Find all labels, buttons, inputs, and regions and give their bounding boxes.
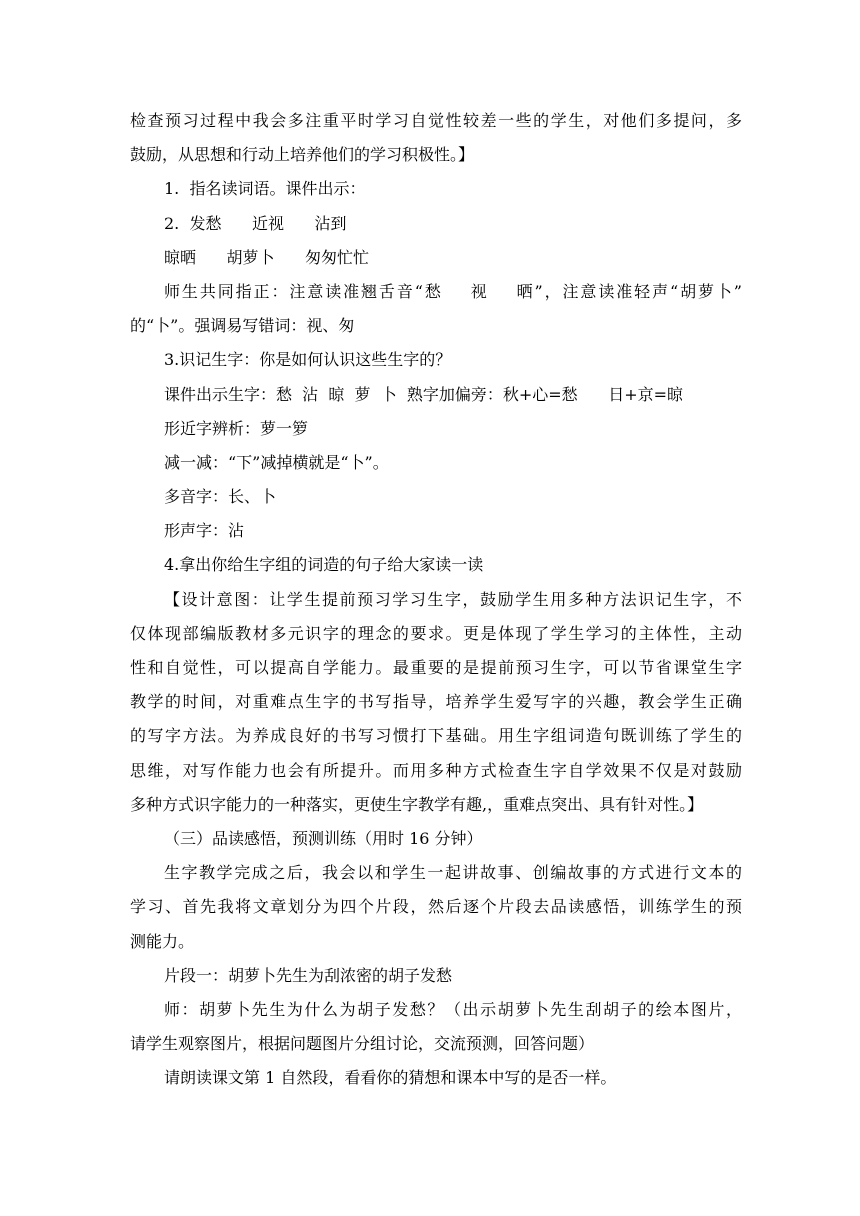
- paragraph-line: 请朗读课文第 1 自然段，看看你的猜想和课本中写的是否一样。: [164, 1068, 617, 1088]
- design-intent-line: 性和自觉性，可以提高自学能力。最重要的是提前预习生字，可以节省课堂生字: [130, 658, 742, 677]
- paragraph-line: 师：胡萝卜先生为什么为胡子发愁？（出示胡萝卜先生刮胡子的绘本图片，: [164, 999, 742, 1019]
- design-intent-line: 仅体现部编版教材多元识字的理念的要求。更是体现了学生学习的主体性，主动: [130, 623, 742, 643]
- paragraph-line: 学习、首先我将文章划分为四个片段，然后逐个片段去品读感悟，训练学生的预: [130, 897, 742, 917]
- design-intent-line: 多种方式识字能力的一种落实，更使生字教学有趣,，重难点突出、具有针对性。】: [130, 794, 704, 814]
- word-list: 晾晒 胡萝卜 匆匆忙忙: [164, 247, 370, 267]
- design-intent-line: 思维，对写作能力也会有所提升。而用多种方式检查生字自学效果不仅是对鼓励: [130, 760, 742, 780]
- paragraph-line: 鼓励，从思想和行动上培养他们的学习积极性。】: [130, 145, 475, 165]
- section-heading: （三）品读感悟，预测训练（用时 16 分钟）: [164, 828, 483, 848]
- paragraph-line: 生字教学完成之后，我会以和学生一起讲故事、创编故事的方式进行文本的: [164, 863, 742, 883]
- paragraph-line: 形近字辨析：萝一箩: [164, 418, 309, 438]
- design-intent-line: 教学的时间，对重难点生字的书写指导，培养学生爱写字的兴趣，教会学生正确: [130, 692, 742, 712]
- list-item: 3.识记生字：你是如何认识这些生字的？: [164, 350, 452, 370]
- paragraph-line: 测能力。: [130, 931, 195, 951]
- list-item: 1. 指名读词语。课件出示：: [164, 179, 366, 199]
- paragraph-line: 师生共同指正：注意读准翘舌音“愁 视 晒”，注意读准轻声“胡萝卜”: [164, 281, 742, 301]
- design-intent-line: 【设计意图：让学生提前预习学习生字，鼓励学生用多种方法识记生字，不: [164, 589, 742, 609]
- segment-heading: 片段一：胡萝卜先生为刮浓密的胡子发愁: [164, 965, 453, 985]
- paragraph-line: 的“卜”。强调易写错词：视、匆: [130, 316, 355, 336]
- paragraph-line: 减一减：“下”减掉横就是“卜”。: [164, 452, 389, 472]
- document-body: [130, 104, 742, 1095]
- paragraph-line: 检查预习过程中我会多注重平时学习自觉性较差一些的学生，对他们多提问，多: [130, 111, 742, 130]
- design-intent-line: 的写字方法。为养成良好的书写习惯打下基础。用生字组词造句既训练了学生的: [130, 726, 742, 746]
- paragraph-line: 形声字：沾: [164, 521, 245, 541]
- paragraph-line: 请学生观察图片，根据问题图片分组讨论，交流预测，回答问题）: [130, 1034, 595, 1054]
- paragraph-line: 课件出示生字：愁 沾 晾 萝 卜 熟字加偏旁：秋+心=愁 日+京=晾: [164, 384, 684, 404]
- paragraph-line: 多音字：长、卜: [164, 487, 277, 507]
- list-item: 4.拿出你给生字组的词造的句子给大家读一读: [164, 555, 484, 575]
- list-item: 2. 发愁 近视 沾到: [164, 213, 347, 233]
